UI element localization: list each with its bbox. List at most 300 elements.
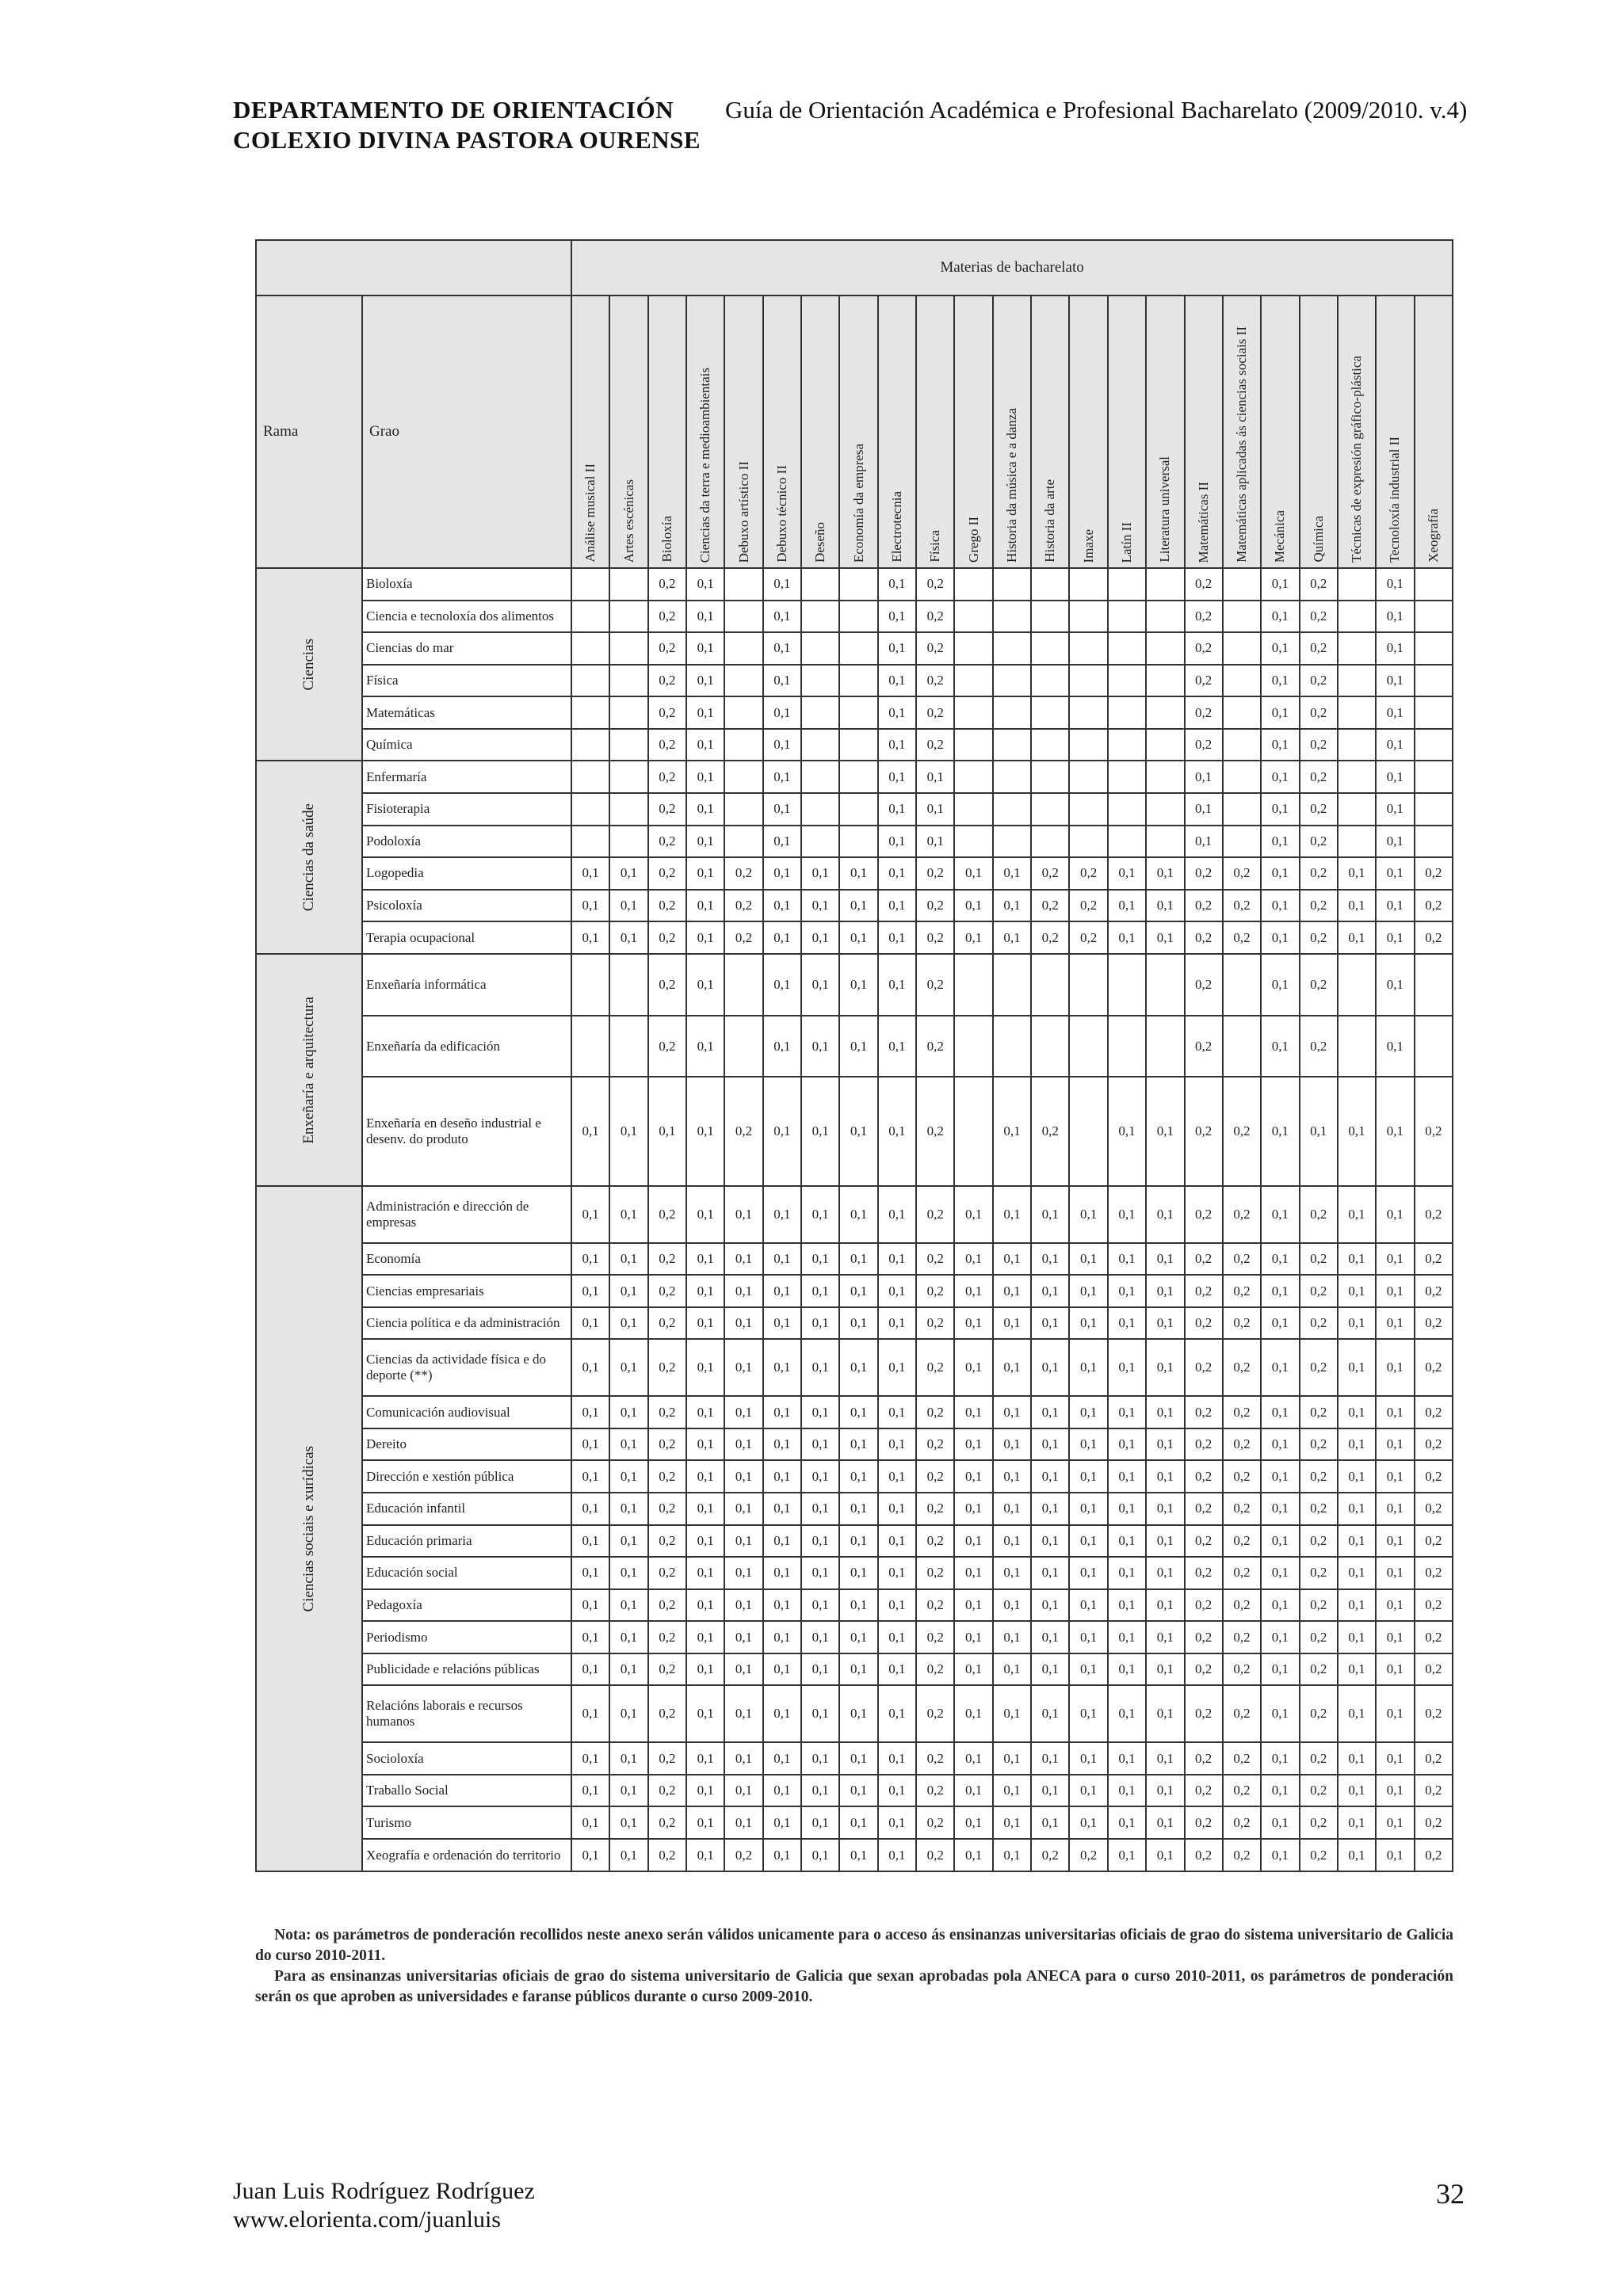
weight-cell: [801, 761, 839, 793]
weight-cell: 0,1: [1069, 1775, 1107, 1807]
weight-cell: [1223, 601, 1261, 633]
weight-cell: 0,1: [954, 1742, 992, 1775]
weight-cell: [1031, 761, 1069, 793]
weight-cell: 0,1: [609, 1653, 647, 1686]
subject-header: [839, 296, 877, 568]
weight-cell: [724, 568, 762, 601]
weight-cell: 0,2: [916, 1775, 954, 1807]
weight-cell: 0,1: [801, 1186, 839, 1243]
weight-cell: 0,1: [1108, 1685, 1146, 1742]
weight-cell: 0,1: [1108, 1460, 1146, 1493]
weight-cell: [571, 793, 609, 826]
weight-cell: [571, 729, 609, 761]
grao-name-cell: Fisioterapia: [362, 793, 571, 826]
weight-cell: [993, 793, 1031, 826]
weight-cell: 0,1: [763, 729, 801, 761]
weight-cell: 0,1: [763, 632, 801, 665]
weight-cell: 0,2: [1300, 1275, 1338, 1307]
weight-cell: [1108, 729, 1146, 761]
weight-cell: 0,1: [1261, 729, 1299, 761]
weight-cell: [801, 568, 839, 601]
grao-name-cell: Ciencia e tecnoloxía dos alimentos: [362, 601, 571, 633]
grao-name-cell: Economía: [362, 1243, 571, 1276]
weight-cell: 0,1: [686, 1557, 724, 1589]
table-row: [256, 1307, 1453, 1340]
weight-cell: 0,2: [648, 1307, 686, 1340]
weight-cell: 0,1: [763, 1806, 801, 1839]
weight-cell: 0,1: [878, 921, 916, 954]
weight-cell: 0,1: [1108, 1339, 1146, 1396]
weight-cell: [609, 793, 647, 826]
header-corner: [256, 240, 571, 296]
weight-cell: [1338, 568, 1376, 601]
weight-cell: [1069, 826, 1107, 858]
weight-cell: 0,1: [1261, 826, 1299, 858]
grao-name-cell: Terapia ocupacional: [362, 921, 571, 954]
weight-cell: [1069, 954, 1107, 1016]
weight-cell: [1415, 632, 1453, 665]
weight-cell: 0,1: [801, 1589, 839, 1622]
weight-cell: 0,1: [686, 1589, 724, 1622]
weight-cell: 0,1: [609, 1077, 647, 1186]
weight-cell: 0,1: [1338, 1275, 1376, 1307]
weight-cell: 0,1: [878, 1275, 916, 1307]
author-website[interactable]: www.elorienta.com/juanluis: [233, 2206, 501, 2233]
table-row: [256, 1685, 1453, 1742]
weight-cell: 0,1: [1261, 1428, 1299, 1461]
weight-cell: 0,1: [1031, 1493, 1069, 1525]
weight-cell: 0,1: [1376, 1307, 1414, 1340]
weight-cell: [954, 568, 992, 601]
weight-cell: 0,1: [571, 1775, 609, 1807]
weight-cell: 0,1: [1069, 1460, 1107, 1493]
weight-cell: 0,2: [1300, 890, 1338, 922]
weight-cell: 0,1: [724, 1275, 762, 1307]
weight-cell: 0,1: [1376, 761, 1414, 793]
weight-cell: 0,1: [993, 1493, 1031, 1525]
weight-cell: 0,1: [801, 1396, 839, 1428]
weight-cell: 0,1: [571, 1621, 609, 1653]
weight-cell: 0,1: [1146, 1525, 1184, 1558]
weight-cell: [1108, 826, 1146, 858]
weight-cell: 0,1: [954, 1557, 992, 1589]
grao-name-cell: Xeografía e ordenación do territorio: [362, 1839, 571, 1871]
weight-cell: 0,1: [878, 1806, 916, 1839]
weight-cell: 0,1: [993, 1621, 1031, 1653]
weight-cell: 0,1: [993, 1243, 1031, 1276]
table-row: [256, 1525, 1453, 1558]
weight-cell: [1338, 696, 1376, 729]
weight-cell: 0,1: [1108, 1775, 1146, 1807]
weight-cell: 0,1: [1376, 665, 1414, 697]
weight-cell: [954, 1016, 992, 1077]
weight-cell: 0,1: [609, 1742, 647, 1775]
weight-cell: 0,2: [648, 1186, 686, 1243]
weight-cell: 0,1: [1031, 1339, 1069, 1396]
weight-cell: 0,1: [1108, 1396, 1146, 1428]
weight-cell: [1146, 601, 1184, 633]
weight-cell: 0,2: [648, 1621, 686, 1653]
weight-cell: [954, 761, 992, 793]
weight-cell: 0,2: [1185, 954, 1223, 1016]
weight-cell: 0,1: [571, 1685, 609, 1742]
subject-header: [1069, 296, 1107, 568]
grao-name-cell: Dirección e xestión pública: [362, 1460, 571, 1493]
weight-cell: 0,1: [878, 1557, 916, 1589]
weight-cell: [609, 601, 647, 633]
grao-name-cell: Relacións laborais e recursos humanos: [362, 1685, 571, 1742]
weight-cell: 0,2: [1223, 1396, 1261, 1428]
weight-cell: [724, 761, 762, 793]
weight-cell: 0,1: [1031, 1307, 1069, 1340]
weight-cell: 0,2: [1031, 857, 1069, 890]
weight-cell: 0,1: [1338, 1589, 1376, 1622]
weight-cell: 0,2: [1300, 632, 1338, 665]
weight-cell: 0,1: [993, 1275, 1031, 1307]
weight-cell: 0,1: [763, 1077, 801, 1186]
subject-header: [1108, 296, 1146, 568]
weight-cell: [1146, 665, 1184, 697]
weight-cell: 0,1: [801, 1339, 839, 1396]
weight-cell: 0,2: [1300, 1557, 1338, 1589]
weight-cell: [1069, 1016, 1107, 1077]
weight-cell: 0,1: [839, 890, 877, 922]
weight-cell: 0,2: [1415, 1186, 1453, 1243]
weight-cell: 0,1: [1031, 1685, 1069, 1742]
weight-cell: 0,1: [1376, 601, 1414, 633]
weight-cell: 0,2: [1185, 1493, 1223, 1525]
weight-cell: 0,2: [1185, 1621, 1223, 1653]
table-row: [256, 1775, 1453, 1807]
weight-cell: 0,1: [1338, 1775, 1376, 1807]
weight-cell: 0,1: [1031, 1621, 1069, 1653]
weight-cell: 0,1: [1338, 1685, 1376, 1742]
weight-cell: [839, 696, 877, 729]
weight-cell: 0,1: [1069, 1493, 1107, 1525]
weight-cell: 0,1: [724, 1621, 762, 1653]
weight-cell: 0,1: [1261, 1742, 1299, 1775]
weight-cell: 0,1: [1069, 1243, 1107, 1276]
weight-cell: 0,1: [1031, 1275, 1069, 1307]
weight-cell: 0,1: [1146, 1307, 1184, 1340]
weight-cell: 0,1: [763, 1186, 801, 1243]
weight-cell: 0,1: [993, 1557, 1031, 1589]
weight-cell: 0,2: [1223, 1806, 1261, 1839]
weight-cell: 0,1: [839, 1307, 877, 1340]
page-number: 32: [1436, 2178, 1465, 2210]
weight-cell: 0,1: [686, 632, 724, 665]
weight-cell: 0,2: [1223, 1525, 1261, 1558]
weight-cell: 0,1: [1108, 921, 1146, 954]
weight-cell: 0,1: [686, 1742, 724, 1775]
subject-header: [763, 296, 801, 568]
weight-cell: 0,1: [839, 1077, 877, 1186]
weight-cell: [1069, 632, 1107, 665]
weight-cell: 0,2: [916, 665, 954, 697]
weight-cell: 0,1: [801, 857, 839, 890]
weight-cell: [571, 568, 609, 601]
weight-cell: 0,1: [801, 1243, 839, 1276]
weight-cell: [1069, 729, 1107, 761]
weight-cell: [1031, 601, 1069, 633]
weight-cell: 0,2: [916, 1243, 954, 1276]
weight-cell: 0,2: [1415, 1589, 1453, 1622]
weight-cell: [1223, 568, 1261, 601]
weight-cell: 0,1: [763, 1396, 801, 1428]
weight-cell: 0,1: [609, 1186, 647, 1243]
weight-cell: 0,2: [1415, 857, 1453, 890]
weight-cell: 0,2: [1185, 1077, 1223, 1186]
weight-cell: [801, 665, 839, 697]
subject-header-label: Matemáticas II: [1195, 481, 1211, 563]
subject-header-label: Química: [1310, 516, 1326, 563]
weight-cell: 0,1: [724, 1339, 762, 1396]
weight-cell: [1338, 1016, 1376, 1077]
weight-cell: [1069, 761, 1107, 793]
weight-cell: 0,2: [1300, 1621, 1338, 1653]
weight-cell: 0,2: [1300, 1653, 1338, 1686]
subject-header-label: Literatura universal: [1157, 456, 1173, 563]
weight-cell: 0,2: [1300, 1186, 1338, 1243]
weight-cell: 0,1: [954, 857, 992, 890]
weight-cell: 0,1: [686, 1243, 724, 1276]
weight-cell: 0,1: [686, 601, 724, 633]
weight-cell: 0,1: [724, 1428, 762, 1461]
weight-cell: 0,1: [878, 890, 916, 922]
weight-cell: 0,1: [878, 793, 916, 826]
weight-cell: 0,1: [1338, 1557, 1376, 1589]
weight-cell: 0,1: [1261, 568, 1299, 601]
grao-name-cell: Ciencias do mar: [362, 632, 571, 665]
weight-cell: 0,2: [1069, 857, 1107, 890]
weight-cell: 0,1: [878, 1460, 916, 1493]
subject-header-label: Historia da música e a danza: [1003, 408, 1019, 563]
weight-cell: [954, 632, 992, 665]
weight-cell: 0,1: [878, 1186, 916, 1243]
weight-cell: 0,2: [916, 568, 954, 601]
weight-cell: 0,1: [839, 1186, 877, 1243]
weight-cell: 0,1: [763, 665, 801, 697]
weight-cell: 0,1: [609, 1396, 647, 1428]
weight-cell: 0,1: [763, 1839, 801, 1871]
weight-cell: 0,2: [1300, 1307, 1338, 1340]
weight-cell: 0,1: [1338, 1493, 1376, 1525]
weight-cell: [724, 954, 762, 1016]
weight-cell: 0,1: [839, 1525, 877, 1558]
weight-cell: 0,2: [1300, 1839, 1338, 1871]
weight-cell: 0,1: [609, 890, 647, 922]
weight-cell: 0,1: [1146, 1428, 1184, 1461]
weight-cell: 0,2: [916, 1525, 954, 1558]
weight-cell: 0,1: [801, 1653, 839, 1686]
weight-cell: 0,1: [878, 1775, 916, 1807]
weight-cell: 0,1: [1376, 1742, 1414, 1775]
weight-cell: 0,1: [763, 1621, 801, 1653]
weight-cell: 0,2: [1223, 1275, 1261, 1307]
weight-cell: 0,1: [1376, 1339, 1414, 1396]
weight-cell: 0,2: [1415, 1493, 1453, 1525]
weight-cell: 0,1: [1146, 1653, 1184, 1686]
weighting-table: [255, 239, 1453, 1872]
department-name: DEPARTAMENTO DE ORIENTACIÓN: [233, 96, 674, 124]
weight-cell: 0,1: [1376, 1685, 1414, 1742]
weight-cell: 0,1: [1146, 1742, 1184, 1775]
grao-name-cell: Física: [362, 665, 571, 697]
weight-cell: [1069, 601, 1107, 633]
subject-header-label: Artes escénicas: [621, 479, 636, 563]
table-row: [256, 1557, 1453, 1589]
subject-header-label: Técnicas de expresión gráfico-plástica: [1349, 355, 1365, 563]
weight-cell: [1108, 793, 1146, 826]
weight-cell: 0,2: [1223, 1839, 1261, 1871]
weight-cell: [1223, 826, 1261, 858]
weight-cell: 0,1: [609, 1339, 647, 1396]
subject-header-label: Deseño: [812, 522, 828, 563]
weight-cell: [724, 665, 762, 697]
weight-cell: [1338, 729, 1376, 761]
weight-cell: 0,1: [993, 1589, 1031, 1622]
subject-header: [648, 296, 686, 568]
weight-cell: 0,1: [1069, 1275, 1107, 1307]
weight-cell: 0,2: [916, 1742, 954, 1775]
weight-cell: 0,1: [1261, 696, 1299, 729]
weight-cell: 0,2: [648, 1557, 686, 1589]
weight-cell: 0,1: [763, 1460, 801, 1493]
weight-cell: 0,2: [1223, 1186, 1261, 1243]
weight-cell: 0,1: [993, 1186, 1031, 1243]
weight-cell: [839, 729, 877, 761]
weight-cell: 0,1: [1376, 1077, 1414, 1186]
weight-cell: 0,2: [1223, 1557, 1261, 1589]
weight-cell: 0,1: [993, 1685, 1031, 1742]
weight-cell: 0,1: [1031, 1806, 1069, 1839]
weight-cell: 0,1: [609, 1621, 647, 1653]
weight-cell: [1223, 665, 1261, 697]
weight-cell: 0,2: [1300, 954, 1338, 1016]
weight-cell: 0,1: [1376, 1396, 1414, 1428]
subject-header-label: Análise musical II: [582, 463, 598, 563]
weight-cell: [1146, 761, 1184, 793]
weight-cell: 0,1: [1376, 826, 1414, 858]
weight-cell: 0,1: [878, 1016, 916, 1077]
weight-cell: 0,1: [839, 1339, 877, 1396]
weight-cell: [1146, 696, 1184, 729]
weight-cell: [571, 601, 609, 633]
weight-cell: 0,2: [1223, 1589, 1261, 1622]
weight-cell: 0,2: [648, 1525, 686, 1558]
weight-cell: [839, 761, 877, 793]
weight-cell: [1069, 568, 1107, 601]
weight-cell: 0,1: [686, 1186, 724, 1243]
weight-cell: 0,1: [993, 1339, 1031, 1396]
weight-cell: 0,1: [609, 1243, 647, 1276]
weight-cell: 0,1: [1261, 1525, 1299, 1558]
weight-cell: 0,2: [1223, 1621, 1261, 1653]
weight-cell: [1031, 568, 1069, 601]
weight-cell: 0,1: [1146, 1589, 1184, 1622]
weight-cell: [724, 1016, 762, 1077]
weight-cell: [1031, 665, 1069, 697]
weight-cell: 0,1: [839, 1806, 877, 1839]
rama-cell: [256, 568, 362, 761]
weight-cell: 0,1: [724, 1460, 762, 1493]
weight-cell: 0,2: [648, 1493, 686, 1525]
weight-cell: 0,1: [801, 1428, 839, 1461]
weight-cell: 0,2: [648, 1839, 686, 1871]
guide-title: Guía de Orientación Académica e Profesional Bacharelato (2009/2010. v.4): [725, 96, 1468, 124]
weight-cell: 0,1: [571, 1493, 609, 1525]
weight-cell: 0,2: [916, 1839, 954, 1871]
weight-cell: 0,1: [878, 826, 916, 858]
weight-cell: 0,1: [724, 1243, 762, 1276]
weight-cell: 0,1: [1338, 1839, 1376, 1871]
weight-cell: 0,1: [878, 761, 916, 793]
weight-cell: 0,2: [1031, 1839, 1069, 1871]
weight-cell: [954, 954, 992, 1016]
weight-cell: 0,1: [801, 1685, 839, 1742]
weight-cell: 0,1: [1261, 1685, 1299, 1742]
subject-header: [1300, 296, 1338, 568]
subject-header-label: Latín II: [1118, 521, 1134, 563]
weight-cell: 0,1: [839, 1460, 877, 1493]
weight-cell: 0,2: [1185, 1806, 1223, 1839]
weight-cell: 0,1: [571, 1307, 609, 1340]
grao-name-cell: Publicidade e relacións públicas: [362, 1653, 571, 1686]
weight-cell: 0,1: [954, 1186, 992, 1243]
weight-cell: 0,2: [1185, 1339, 1223, 1396]
weight-cell: 0,2: [1185, 1742, 1223, 1775]
table-row: [256, 1243, 1453, 1276]
weight-cell: 0,2: [648, 826, 686, 858]
weight-cell: 0,1: [763, 1742, 801, 1775]
weight-cell: [1146, 568, 1184, 601]
weight-cell: 0,2: [1300, 1806, 1338, 1839]
weight-cell: 0,1: [724, 1775, 762, 1807]
weight-cell: 0,1: [1261, 857, 1299, 890]
weight-cell: [1415, 568, 1453, 601]
weight-cell: 0,2: [1185, 1589, 1223, 1622]
weight-cell: [839, 826, 877, 858]
weight-cell: 0,2: [648, 1339, 686, 1396]
weight-cell: [993, 729, 1031, 761]
weight-cell: 0,1: [839, 1243, 877, 1276]
weight-cell: 0,2: [916, 1186, 954, 1243]
table-row: [256, 1186, 1453, 1243]
weight-cell: 0,2: [1300, 1339, 1338, 1396]
weight-cell: 0,1: [724, 1653, 762, 1686]
weight-cell: [1031, 696, 1069, 729]
weight-cell: [954, 826, 992, 858]
grao-name-cell: Pedagoxía: [362, 1589, 571, 1622]
weight-cell: [609, 826, 647, 858]
weight-cell: 0,1: [1376, 1589, 1414, 1622]
weight-cell: 0,2: [1185, 857, 1223, 890]
weight-cell: 0,1: [763, 568, 801, 601]
weight-cell: 0,1: [686, 857, 724, 890]
weight-cell: [571, 954, 609, 1016]
footer-author-block: [233, 2177, 535, 2234]
weight-cell: 0,1: [609, 1428, 647, 1461]
weight-cell: 0,1: [954, 1685, 992, 1742]
weight-cell: 0,1: [1261, 665, 1299, 697]
weight-cell: 0,2: [916, 601, 954, 633]
weight-cell: 0,2: [648, 921, 686, 954]
weight-cell: 0,1: [839, 1275, 877, 1307]
weight-cell: 0,1: [1261, 890, 1299, 922]
weight-cell: 0,2: [648, 857, 686, 890]
subject-header-label: Imaxe: [1080, 528, 1096, 563]
weight-cell: 0,1: [686, 890, 724, 922]
